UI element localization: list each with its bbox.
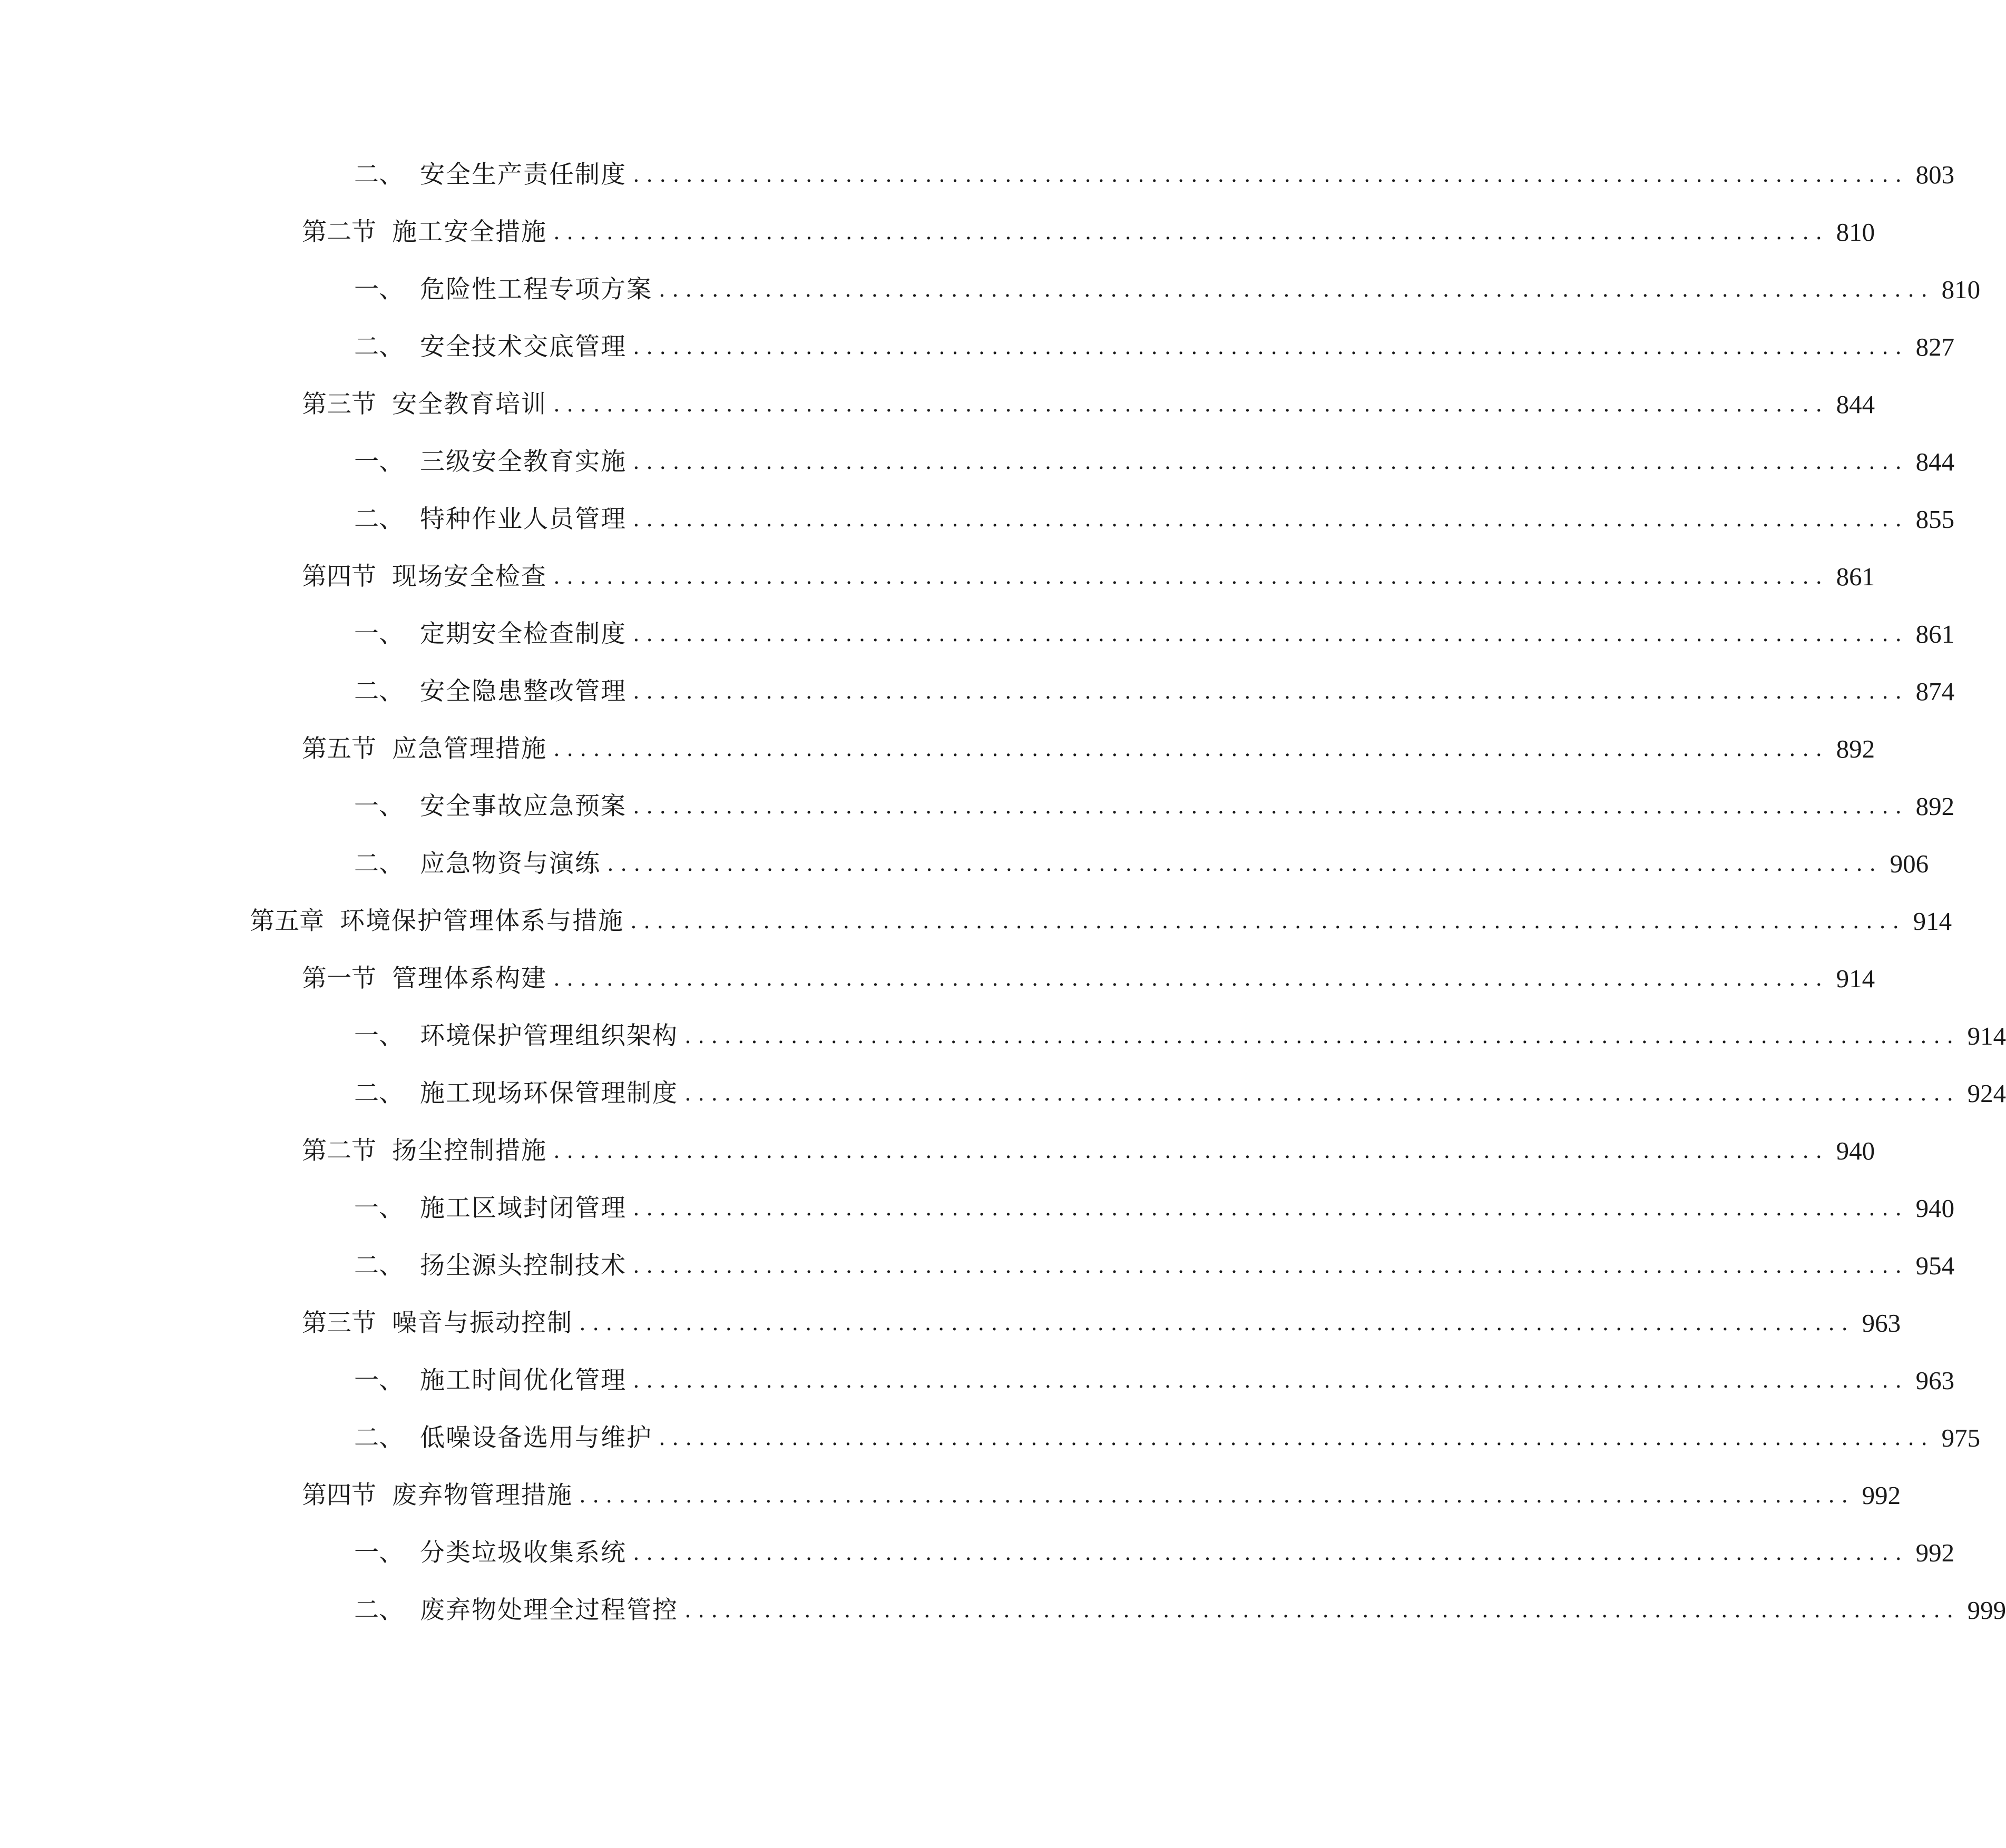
- toc-dot-leader: ................................................................................................: [579, 1483, 1855, 1508]
- toc-dot-leader: ................................................................................................: [684, 1024, 1960, 1048]
- toc-entry-page: 810: [1836, 218, 1875, 247]
- toc-dot-leader: ................................................................................................: [633, 1541, 1909, 1565]
- toc-entry-title: 低噪设备选用与维护: [420, 1423, 652, 1452]
- toc-entry-title: 施工安全措施: [392, 218, 547, 247]
- toc-entry-prefix: 二、: [354, 505, 404, 534]
- toc-entry-prefix: 一、: [354, 1366, 404, 1395]
- toc-entry[interactable]: [354, 498, 1955, 540]
- toc-entry-prefix: 一、: [354, 447, 404, 476]
- toc-dot-leader: ................................................................................................: [633, 335, 1909, 359]
- toc-entry-title: 扬尘源头控制技术: [420, 1251, 627, 1280]
- toc-entry-title: 应急管理措施: [392, 734, 547, 763]
- toc-entry-title: 施工现场环保管理制度: [420, 1079, 678, 1108]
- toc-entry-prefix: 二、: [354, 332, 404, 361]
- toc-dot-leader: ................................................................................................: [684, 1598, 1960, 1623]
- toc-dot-leader: ................................................................................................: [633, 507, 1909, 532]
- toc-entry[interactable]: [250, 900, 1952, 942]
- toc-entry-title: 管理体系构建: [392, 964, 547, 993]
- toc-dot-leader: ................................................................................................: [659, 278, 1934, 302]
- toc-dot-leader: ................................................................................................: [553, 737, 1829, 761]
- toc-entry-prefix: 一、: [354, 1021, 404, 1050]
- toc-entry-prefix: 一、: [354, 792, 404, 821]
- toc-entry-page: 999: [1967, 1596, 2006, 1625]
- toc-entry[interactable]: [354, 1187, 1955, 1230]
- toc-dot-leader: ................................................................................................: [553, 967, 1829, 991]
- toc-entry-prefix: 第一节: [302, 964, 376, 993]
- toc-entry-page: 855: [1915, 505, 1955, 534]
- toc-dot-leader: ................................................................................................: [633, 450, 1909, 474]
- toc-entry[interactable]: [354, 613, 1955, 655]
- toc-entry-page: 914: [1967, 1021, 2006, 1050]
- toc-entry-prefix: 二、: [354, 677, 404, 706]
- toc-entry-title: 安全事故应急预案: [420, 792, 627, 821]
- toc-entry-page: 940: [1915, 1194, 1955, 1223]
- toc-entry-page: 810: [1941, 275, 1981, 304]
- toc-dot-leader: ................................................................................................: [553, 392, 1829, 417]
- toc-entry-prefix: 二、: [354, 1079, 404, 1108]
- toc-entry-title: 安全生产责任制度: [420, 160, 627, 189]
- toc-entry-prefix: 二、: [354, 1596, 404, 1625]
- toc-entry-page: 827: [1915, 332, 1955, 361]
- toc-entry-title: 应急物资与演练: [420, 849, 601, 878]
- toc-entry-page: 940: [1836, 1136, 1875, 1165]
- toc-entry-prefix: 二、: [354, 849, 404, 878]
- toc-entry-title: 环境保护管理组织架构: [420, 1021, 678, 1050]
- toc-entry-page: 892: [1836, 734, 1875, 763]
- toc-dot-leader: ................................................................................................: [607, 852, 1883, 876]
- toc-entry[interactable]: [354, 785, 1955, 828]
- toc-dot-leader: ................................................................................................: [633, 680, 1909, 704]
- toc-entry[interactable]: [302, 728, 1875, 770]
- toc-entry-title: 特种作业人员管理: [420, 505, 627, 534]
- toc-entry-page: 963: [1862, 1309, 1901, 1338]
- toc-dot-leader: ................................................................................................: [684, 1082, 1960, 1106]
- toc-entry[interactable]: [354, 1245, 1955, 1287]
- toc-entry[interactable]: [354, 154, 1955, 196]
- toc-entry-prefix: 二、: [354, 1251, 404, 1280]
- toc-entry[interactable]: [302, 1302, 1901, 1344]
- toc-entry-title: 噪音与振动控制: [392, 1309, 573, 1338]
- toc-entry-prefix: 二、: [354, 1423, 404, 1452]
- toc-entry-title: 安全隐患整改管理: [420, 677, 627, 706]
- toc-entry-page: 861: [1836, 562, 1875, 591]
- toc-dot-leader: ................................................................................................: [633, 1196, 1909, 1221]
- toc-entry-page: 844: [1915, 447, 1955, 476]
- toc-dot-leader: ................................................................................................: [633, 1254, 1909, 1278]
- toc-entry-page: 992: [1862, 1481, 1901, 1510]
- toc-entry-title: 环境保护管理体系与措施: [340, 907, 624, 936]
- toc-entry-page: 914: [1913, 907, 1952, 936]
- toc-entry[interactable]: [354, 843, 1929, 885]
- toc-dot-leader: ................................................................................................: [630, 909, 1906, 933]
- toc-entry-prefix: 第五章: [250, 907, 324, 936]
- toc-entry[interactable]: [354, 1360, 1955, 1402]
- toc-entry-title: 分类垃圾收集系统: [420, 1538, 627, 1567]
- toc-entry-prefix: 一、: [354, 1194, 404, 1223]
- toc-entry[interactable]: [354, 269, 1981, 311]
- toc-entry-page: 861: [1915, 620, 1955, 648]
- toc-entry-prefix: 一、: [354, 620, 404, 648]
- toc-entry-page: 954: [1915, 1251, 1955, 1280]
- toc-dot-leader: ................................................................................................: [553, 220, 1829, 244]
- toc-entry-page: 844: [1836, 390, 1875, 419]
- toc-entry-prefix: 第三节: [302, 390, 376, 419]
- toc-dot-leader: ................................................................................................: [553, 1139, 1829, 1163]
- toc-entry[interactable]: [302, 1130, 1875, 1172]
- toc-entry-prefix: 第二节: [302, 1136, 376, 1165]
- toc-entry-title: 施工区域封闭管理: [420, 1194, 627, 1223]
- toc-entry-prefix: 第五节: [302, 734, 376, 763]
- toc-entry-prefix: 一、: [354, 1538, 404, 1567]
- toc-entry[interactable]: [302, 211, 1875, 253]
- toc-entry-prefix: 第二节: [302, 218, 376, 247]
- toc-entry-title: 定期安全检查制度: [420, 620, 627, 648]
- toc-entry-title: 废弃物处理全过程管控: [420, 1596, 678, 1625]
- toc-entry-prefix: 第三节: [302, 1309, 376, 1338]
- toc-entry[interactable]: [354, 1417, 1981, 1459]
- toc-entry[interactable]: [354, 1589, 2006, 1631]
- toc-entry-title: 三级安全教育实施: [420, 447, 627, 476]
- toc-dot-leader: ................................................................................................: [553, 565, 1829, 589]
- toc-entry-page: 975: [1941, 1423, 1981, 1452]
- toc-entry-page: 803: [1915, 160, 1955, 189]
- toc-entry[interactable]: [302, 556, 1875, 598]
- toc-entry[interactable]: [354, 441, 1955, 483]
- toc-dot-leader: ................................................................................................: [633, 1369, 1909, 1393]
- toc-entry-title: 扬尘控制措施: [392, 1136, 547, 1165]
- toc-entry-title: 施工时间优化管理: [420, 1366, 627, 1395]
- toc-entry[interactable]: [354, 1073, 2006, 1115]
- toc-entry-title: 危险性工程专项方案: [420, 275, 652, 304]
- toc-entry-page: 914: [1836, 964, 1875, 993]
- toc-entry-prefix: 第四节: [302, 562, 376, 591]
- toc-entry-page: 906: [1890, 849, 1929, 878]
- toc-entry-page: 892: [1915, 792, 1955, 821]
- toc-entry[interactable]: [302, 1475, 1901, 1517]
- toc-entry[interactable]: [354, 1532, 1955, 1574]
- toc-entry[interactable]: [302, 958, 1875, 1000]
- toc-entry-prefix: 第四节: [302, 1481, 376, 1510]
- toc-entry[interactable]: [354, 1015, 2006, 1057]
- toc-dot-leader: ................................................................................................: [633, 622, 1909, 646]
- toc-entry-page: 992: [1915, 1538, 1955, 1567]
- toc-entry-page: 874: [1915, 677, 1955, 706]
- toc-dot-leader: ................................................................................................: [579, 1311, 1855, 1335]
- toc-dot-leader: ................................................................................................: [633, 794, 1909, 819]
- toc-dot-leader: ................................................................................................: [659, 1426, 1934, 1450]
- toc-entry-title: 安全技术交底管理: [420, 332, 627, 361]
- toc-entry-prefix: 二、: [354, 160, 404, 189]
- toc-entry-prefix: 一、: [354, 275, 404, 304]
- toc-entry-title: 现场安全检查: [392, 562, 547, 591]
- toc-entry[interactable]: [354, 326, 1955, 368]
- toc-dot-leader: ................................................................................................: [633, 163, 1909, 187]
- toc-entry-title: 安全教育培训: [392, 390, 547, 419]
- toc-entry[interactable]: [302, 384, 1875, 426]
- toc-entry-page: 963: [1915, 1366, 1955, 1395]
- toc-entry-title: 废弃物管理措施: [392, 1481, 573, 1510]
- toc-entry[interactable]: [354, 671, 1955, 713]
- toc-entry-page: 924: [1967, 1079, 2006, 1108]
